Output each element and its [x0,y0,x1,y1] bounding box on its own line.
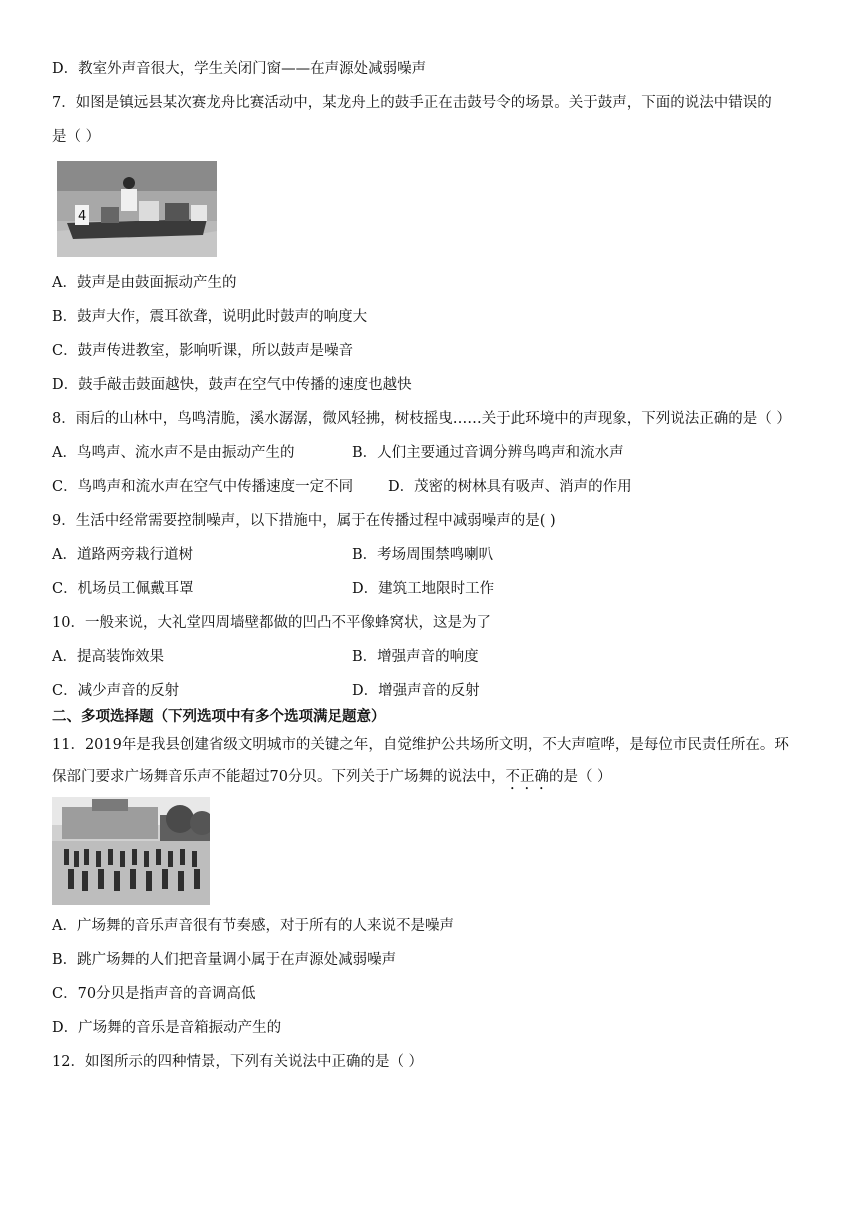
svg-text:4: 4 [78,209,87,224]
q7-option-c: C．鼓声传进教室，影响听课，所以鼓声是噪音 [52,343,354,359]
q11-stem-part3: 的是（ ） [548,769,612,785]
q9-stem: 9．生活中经常需要控制噪声，以下措施中，属于在传播过程中减弱噪声的是( ) [52,513,556,529]
q7-stem-line2: 是（ ） [52,129,101,145]
q7-stem-line1: 7．如图是镇远县某次赛龙舟比赛活动中，某龙舟上的鼓手正在击鼓号令的场景。关于鼓声，下面的说法中错误的 [52,95,772,111]
q8-stem: 8．雨后的山林中，鸟鸣清脆，溪水潺潺，微风轻拂，树枝摇曳……关于此环境中的声现象，下列说法正确的是（ ） [52,411,791,427]
q9-option-b: B．考场周围禁鸣喇叭 [352,547,494,563]
q11-emphasis-not-correct: 不正确 [505,769,549,785]
q7-option-a: A．鼓声是由鼓面振动产生的 [52,275,237,291]
q8-option-c: C．鸟鸣声和流水声在空气中传播速度一定不同 [52,479,354,495]
q11-option-b: B．跳广场舞的人们把音量调小属于在声源处减弱噪声 [52,952,397,968]
square-dance-photo [52,797,210,905]
q11-stem-line2 [52,767,612,793]
q8-option-a: A．鸟鸣声、流水声不是由振动产生的 [52,445,295,461]
q11-stem-line1: 11．2019年是我县创建省级文明城市的关键之年，自觉维护公共场所文明，不大声喧哗，是每位市民责任所在。环 [52,737,789,753]
q10-option-d: D．增强声音的反射 [352,683,480,699]
q11-option-c: C．70分贝是指声音的音调高低 [52,986,256,1002]
q10-stem: 10．一般来说，大礼堂四周墙壁都做的凹凸不平像蜂窝状，这是为了 [52,615,491,631]
q7-option-b: B．鼓声大作，震耳欲聋，说明此时鼓声的响度大 [52,309,368,325]
dragon-boat-photo [57,161,217,257]
q7-option-d: D．鼓手敲击鼓面越快，鼓声在空气中传播的速度也越快 [52,377,412,393]
q10-option-c: C．减少声音的反射 [52,683,180,699]
q10-option-a: A．提高装饰效果 [52,649,164,665]
q6-option-d: D．教室外声音很大，学生关闭门窗——在声源处减弱噪声 [52,61,427,77]
q11-option-a: A．广场舞的音乐声音很有节奏感，对于所有的人来说不是噪声 [52,918,454,934]
q8-option-b: B．人们主要通过音调分辨鸟鸣声和流水声 [352,445,624,461]
q11-option-d: D．广场舞的音乐是音箱振动产生的 [52,1020,282,1036]
q8-option-d: D．茂密的树林具有吸声、消声的作用 [388,479,632,495]
q12-stem: 12．如图所示的四种情景，下列有关说法中正确的是（ ） [52,1054,424,1070]
section-heading: 二、多项选择题（下列选项中有多个选项满足题意） [52,708,386,725]
q9-option-a: A．道路两旁栽行道树 [52,547,193,563]
q9-option-d: D．建筑工地限时工作 [352,581,495,597]
q11-stem-part1: 保部门要求广场舞音乐声不能超过70分贝。下列关于广场舞的说法中， [52,769,506,785]
q10-option-b: B．增强声音的响度 [352,649,479,665]
q9-option-c: C．机场员工佩戴耳罩 [52,581,194,597]
